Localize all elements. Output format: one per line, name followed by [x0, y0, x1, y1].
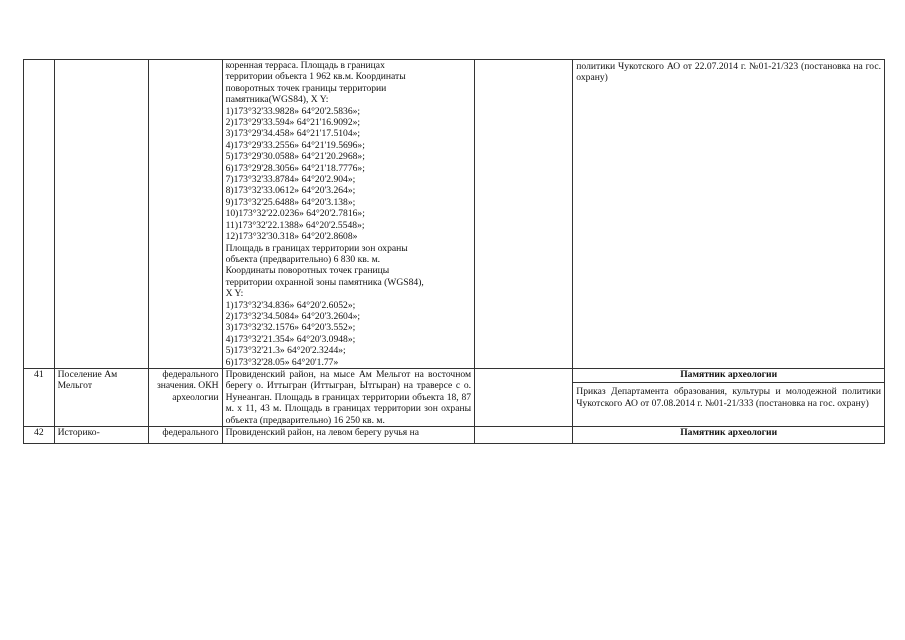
cell-name: Историко-: [54, 427, 148, 444]
cell-description: Провиденский район, на левом берегу ручья на: [222, 427, 474, 444]
description-line: 1)173°32'33.9828» 64°20'2.5836»;: [225, 105, 361, 117]
description-line: 3)173°29'34.458» 64°21'17.5104»;: [225, 128, 361, 140]
description-line: 2)173°29'33.594» 64°21'16.9092»;: [225, 117, 361, 129]
cell-description: Провиденский район, на мысе Ам Мельгот на восточном берегу о. Иттыгран (Иттыгран, Ытгыран) на траверсе с о. Нунеанган. Площадь в границах территории объекта 18, 87 м. x 11, 43 м. Площадь в границах территории зон охраны объекта (предварительно) 16 250 кв. м.: [222, 368, 474, 426]
cell-category: [148, 60, 222, 369]
description-line: X Y:: [225, 288, 244, 300]
description-line: Площадь в границах территории зон охраны: [225, 242, 408, 254]
cell-name: Поселение Ам Мельгот: [54, 368, 148, 426]
cell-number: 41: [24, 368, 55, 426]
description-line: 6)173°32'28.05» 64°20'1.77»: [225, 356, 339, 368]
description-line: 7)173°32'33.8784» 64°20'2.904»;: [225, 174, 356, 186]
description-line: коренная терраса. Площадь в границах: [225, 60, 385, 71]
description-line: 6)173°29'28.3056» 64°21'18.7776»;: [225, 162, 365, 174]
description-line: поворотных точек границы территории: [225, 82, 387, 94]
cell-document: политики Чукотского АО от 22.07.2014 г. №01-21/323 (постановка на гос. охрану): [573, 60, 885, 369]
table-row: [24, 368, 885, 426]
description-line: 11)173°32'22.1388» 64°20'2.5548»;: [225, 219, 365, 231]
description-line: Координаты поворотных точек границы: [225, 265, 390, 277]
cell-description: [222, 60, 474, 369]
description-line: объекта (предварительно) 6 830 кв. м.: [225, 253, 381, 265]
cell-category: федерального: [148, 427, 222, 444]
description-line: 9)173°32'25.6488» 64°20'3.138»;: [225, 196, 356, 208]
description-line: территории охранной зоны памятника (WGS84),: [225, 276, 424, 288]
type-heading: Памятник археологии: [573, 369, 884, 383]
cell-empty: [475, 427, 573, 444]
table-row: [24, 60, 885, 369]
table-row: [24, 427, 885, 444]
document-text: Приказ Департамента образования, культуры и молодежной политики Чукотского АО от 07.08.2014 г. №01-21/333 (постановка на гос. охрану): [576, 386, 881, 409]
cell-document: [573, 368, 885, 426]
type-heading: Памятник археологии: [573, 427, 885, 444]
description-line: памятника(WGS84), X Y:: [225, 94, 329, 106]
cell-number: [24, 60, 55, 369]
description-line: 4)173°29'33.2556» 64°21'19.5696»;: [225, 139, 365, 151]
cell-empty: [475, 60, 573, 369]
cell-category: федерального значения. ОКН археологии: [148, 368, 222, 426]
monuments-table: [23, 59, 885, 444]
description-line: 5)173°32'21.3» 64°20'2.3244»;: [225, 345, 346, 357]
description-line: 8)173°32'33.0612» 64°20'3.264»;: [225, 185, 356, 197]
description-line: 3)173°32'32.1576» 64°20'3.552»;: [225, 322, 356, 334]
cell-number: 42: [24, 427, 55, 444]
description-line: 12)173°32'30.318» 64°20'2.8608»: [225, 231, 358, 243]
description-line: 2)173°32'34.5084» 64°20'3.2604»;: [225, 310, 361, 322]
cell-name: [54, 60, 148, 369]
cell-empty: [475, 368, 573, 426]
description-line: территории объекта 1 962 кв.м. Координаты: [225, 71, 406, 83]
description-line: 4)173°32'21.354» 64°20'3.0948»;: [225, 333, 356, 345]
description-line: 10)173°32'22.0236» 64°20'2.7816»;: [225, 208, 365, 220]
description-line: 5)173°29'30.0588» 64°21'20.2968»;: [225, 151, 365, 163]
description-line: 1)173°32'34.836» 64°20'2.6052»;: [225, 299, 356, 311]
